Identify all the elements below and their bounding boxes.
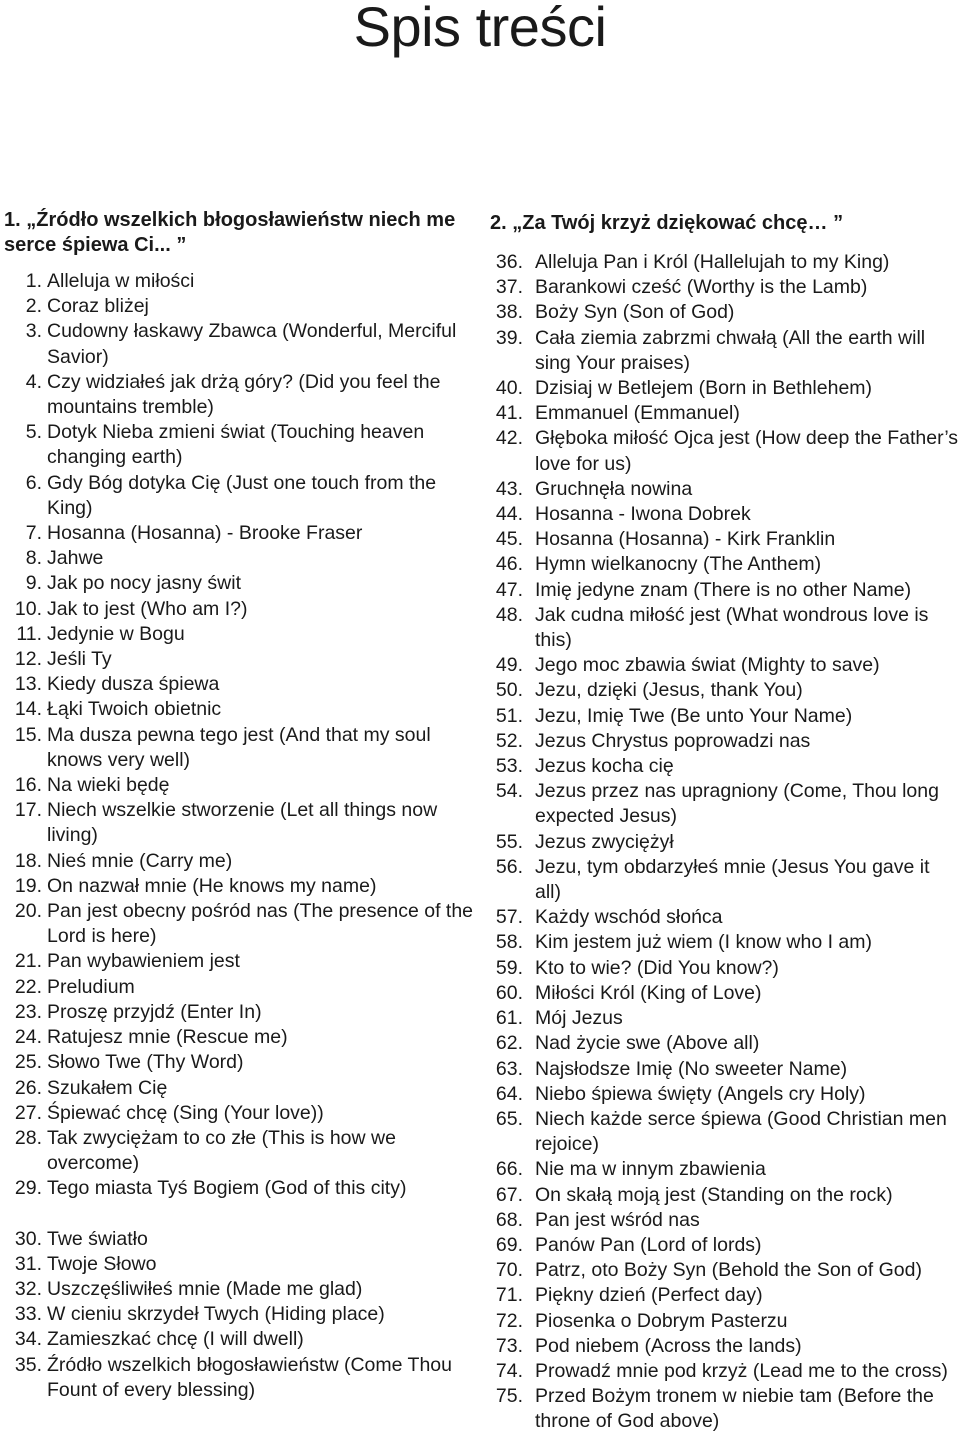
toc-entry-title: Kto to wie? (Did You know?) (535, 956, 779, 979)
toc-entry (4, 1302, 474, 1327)
toc-entry-number: 44. (495, 503, 523, 526)
toc-entry-number: 9. (25, 572, 42, 595)
toc-entry (490, 376, 960, 401)
section-heading-1: 1. „Źródło wszelkich błogosławieństw niech me serce śpiewa Ci... ” (4, 209, 456, 256)
right-column (490, 208, 960, 1435)
toc-entry-title: Jak cudna miłość jest (What wondrous love is this) (535, 603, 929, 652)
toc-entry (490, 1208, 960, 1233)
toc-entry-title: Hymn wielkanocny (The Anthem) (535, 553, 822, 576)
toc-entry-number: 16. (14, 774, 42, 797)
toc-entry-number: 20. (14, 900, 42, 923)
toc-entry (490, 1258, 960, 1283)
toc-entry-title: Nad życie swe (Above all) (535, 1032, 760, 1055)
toc-entry (490, 1359, 960, 1384)
toc-entry (490, 754, 960, 779)
toc-entry-number: 32. (14, 1277, 42, 1300)
toc-entry (4, 874, 474, 899)
toc-entry-number: 40. (495, 377, 523, 400)
toc-entry-title: Ratujesz mnie (Rescue me) (47, 1026, 288, 1049)
toc-entry-number: 43. (495, 477, 523, 500)
toc-entry-number: 19. (14, 874, 42, 897)
toc-entry (490, 1233, 960, 1258)
toc-entry (4, 622, 474, 647)
toc-entry-title: Mój Jezus (535, 1007, 623, 1030)
toc-entry-title: Panów Pan (Lord of lords) (535, 1233, 762, 1256)
toc-entry-title: Jego moc zbawia świat (Mighty to save) (535, 654, 880, 677)
toc-entry (4, 471, 474, 521)
toc-entry-number: 71. (495, 1284, 523, 1307)
toc-entry-number: 8. (25, 547, 42, 570)
toc-entry-title: Cudowny łaskawy Zbawca (Wonderful, Merciful Savior) (47, 320, 457, 368)
toc-entry-title: Niech każde serce śpiewa (Good Christian men rejoice) (535, 1107, 947, 1156)
toc-entry-number: 51. (495, 704, 523, 727)
toc-entry (4, 849, 474, 874)
toc-entry (4, 294, 474, 319)
toc-entry (490, 552, 960, 577)
toc-entry-number: 55. (495, 830, 523, 853)
toc-entry-title: Twe światło (47, 1227, 148, 1250)
toc-entry (490, 1283, 960, 1308)
toc-entry-title: Jeśli Ty (47, 648, 112, 671)
toc-entry-number: 10. (14, 597, 42, 620)
toc-entry-title: Coraz bliżej (47, 295, 149, 318)
toc-entry (4, 1000, 474, 1025)
toc-entry-title: Barankowi cześć (Worthy is the Lamb) (535, 276, 868, 299)
toc-entry-number: 64. (495, 1082, 523, 1105)
toc-entry (4, 420, 474, 470)
toc-entry-title: Piękny dzień (Perfect day) (535, 1284, 763, 1307)
toc-entry-number: 42. (495, 427, 523, 450)
toc-entry (4, 1227, 474, 1252)
toc-entry-number: 31. (14, 1252, 42, 1275)
toc-entry (4, 1252, 474, 1277)
toc-entry-number: 59. (495, 956, 523, 979)
toc-entry-number: 28. (14, 1126, 42, 1149)
toc-entry-number: 22. (14, 975, 42, 998)
toc-entry-number: 14. (14, 698, 42, 721)
toc-entry (4, 773, 474, 798)
toc-entry-number: 7. (25, 522, 42, 545)
toc-entry-title: Śpiewać chcę (Sing (Your love)) (47, 1101, 324, 1124)
toc-entry (4, 1126, 474, 1176)
toc-entry (4, 269, 474, 294)
toc-entry-title: Prowadź mnie pod krzyż (Lead me to the cross) (535, 1359, 948, 1382)
toc-list-section-1 (4, 269, 474, 1202)
toc-entry-number: 67. (495, 1183, 523, 1206)
toc-entry (4, 1353, 474, 1403)
toc-entry-number: 57. (495, 906, 523, 929)
toc-entry-title: Przed Bożym tronem w niebie tam (Before the throne of God above) (535, 1385, 934, 1433)
toc-entry-number: 4. (25, 370, 42, 393)
toc-entry-number: 38. (495, 301, 523, 324)
toc-entry-title: Jezu, tym obdarzyłeś mnie (Jesus You gave it all) (535, 855, 930, 904)
toc-entry (4, 949, 474, 974)
toc-entry-number: 56. (495, 855, 523, 878)
toc-entry (490, 830, 960, 855)
toc-entry-number: 1. (25, 270, 42, 292)
toc-entry-title: Jedynie w Bogu (47, 622, 185, 645)
toc-entry (4, 697, 474, 722)
toc-entry (490, 1107, 960, 1157)
toc-entry-number: 69. (495, 1233, 523, 1256)
toc-entry (4, 1101, 474, 1126)
toc-entry-number: 58. (495, 931, 523, 954)
toc-entry-number: 73. (495, 1334, 523, 1357)
toc-entry-title: Zamieszkać chcę (I will dwell) (47, 1328, 304, 1351)
toc-entry-title: Niech wszelkie stworzenie (Let all things now living) (47, 799, 438, 847)
toc-entry-title: Słowo Twe (Thy Word) (47, 1051, 244, 1074)
toc-entry (490, 956, 960, 981)
toc-entry (490, 502, 960, 527)
toc-entry-title: Pan jest obecny pośród nas (The presence of the Lord is here) (47, 900, 474, 948)
toc-entry-title: Emmanuel (Emmanuel) (535, 402, 740, 425)
toc-entry-number: 53. (495, 755, 523, 778)
toc-entry-number: 41. (495, 402, 523, 425)
toc-entry (490, 477, 960, 502)
toc-entry-title: Gdy Bóg dotyka Cię (Just one touch from the King) (47, 471, 437, 519)
toc-entry (4, 571, 474, 596)
toc-entry (490, 250, 960, 275)
toc-entry-number: 72. (495, 1309, 523, 1332)
toc-entry-title: Najsłodsze Imię (No sweeter Name) (535, 1057, 848, 1080)
toc-entry-number: 15. (14, 723, 42, 746)
toc-entry-title: Dotyk Nieba zmieni świat (Touching heaven changing earth) (47, 421, 425, 469)
toc-entry-number: 49. (495, 654, 523, 677)
toc-entry (490, 1183, 960, 1208)
toc-entry (4, 723, 474, 773)
toc-entry-title: Hosanna (Hosanna) - Brooke Fraser (47, 522, 363, 545)
toc-entry-title: Piosenka o Dobrym Pasterzu (535, 1309, 788, 1332)
toc-entry-number: 54. (495, 780, 523, 803)
toc-entry-title: Na wieki będę (47, 774, 170, 797)
toc-entry (490, 401, 960, 426)
toc-entry-number: 12. (14, 648, 42, 671)
toc-entry (490, 678, 960, 703)
toc-entry-title: On nazwał mnie (He knows my name) (47, 874, 377, 897)
toc-entry (490, 779, 960, 829)
toc-entry (490, 275, 960, 300)
toc-entry-number: 45. (495, 528, 523, 551)
toc-entry-number: 39. (495, 326, 523, 349)
toc-entry-number: 47. (495, 578, 523, 601)
toc-entry-number: 37. (495, 276, 523, 299)
toc-entry (4, 899, 474, 949)
toc-entry (4, 1076, 474, 1101)
page-title: Spis treści (353, 0, 607, 58)
toc-entry-title: Alleluja w miłości (47, 270, 195, 292)
toc-entry-number: 33. (14, 1303, 42, 1326)
toc-entry-number: 62. (495, 1032, 523, 1055)
toc-entry-number: 52. (495, 729, 523, 752)
toc-entry-number: 65. (495, 1107, 523, 1130)
toc-entry-number: 75. (495, 1385, 523, 1408)
toc-entry-number: 70. (495, 1259, 523, 1282)
toc-entry-title: Ma dusza pewna tego jest (And that my soul knows very well) (47, 723, 431, 771)
toc-entry (490, 300, 960, 325)
toc-entry (4, 1277, 474, 1302)
toc-entry-title: Miłości Król (King of Love) (535, 981, 762, 1004)
toc-entry (490, 1057, 960, 1082)
toc-entry-title: Jezu, dzięki (Jesus, thank You) (535, 679, 803, 702)
toc-entry (490, 981, 960, 1006)
toc-entry-title: Hosanna (Hosanna) - Kirk Franklin (535, 528, 836, 551)
toc-entry (4, 1025, 474, 1050)
toc-entry (490, 1031, 960, 1056)
toc-entry-number: 5. (25, 421, 42, 444)
section-heading-2: 2. „Za Twój krzyż dziękować chcę… ” (490, 212, 844, 234)
toc-entry (4, 798, 474, 848)
toc-entry-title: Twoje Słowo (47, 1252, 157, 1275)
toc-entry-number: 13. (14, 673, 42, 696)
toc-entry-title: Patrz, oto Boży Syn (Behold the Son of God) (535, 1259, 922, 1282)
toc-entry-number: 34. (14, 1328, 42, 1351)
toc-list-section-1-continued (4, 1227, 474, 1403)
toc-entry-number: 74. (495, 1359, 523, 1382)
toc-entry-title: Gruchnęła nowina (535, 477, 693, 500)
toc-entry-title: Boży Syn (Son of God) (535, 301, 735, 324)
toc-entry-title: Pan jest wśród nas (535, 1208, 700, 1231)
toc-entry-number: 18. (14, 849, 42, 872)
toc-entry-number: 48. (495, 603, 523, 626)
toc-entry (490, 729, 960, 754)
toc-entry-title: Jezus zwyciężył (535, 830, 674, 853)
toc-list-section-2 (490, 250, 960, 1435)
toc-entry-title: Preludium (47, 975, 135, 998)
left-column (4, 208, 474, 1403)
toc-entry (490, 855, 960, 905)
toc-entry-title: Tego miasta Tyś Bogiem (God of this city) (47, 1177, 407, 1200)
toc-entry (490, 1082, 960, 1107)
toc-entry-number: 21. (14, 950, 42, 973)
toc-entry (4, 672, 474, 697)
toc-entry (490, 578, 960, 603)
list-gap (4, 1202, 474, 1227)
toc-entry-number: 17. (14, 799, 42, 822)
toc-entry-title: Kiedy dusza śpiewa (47, 673, 220, 696)
toc-entry-title: Czy widziałeś jak drżą góry? (Did you feel the mountains tremble) (47, 370, 441, 419)
toc-entry-title: Jak po nocy jasny świt (47, 572, 242, 595)
toc-entry (490, 1006, 960, 1031)
toc-entry-number: 29. (14, 1177, 42, 1200)
toc-entry-number: 30. (14, 1227, 42, 1250)
toc-entry (4, 370, 474, 420)
toc-entry-title: Dzisiaj w Betlejem (Born in Bethlehem) (535, 377, 873, 400)
toc-entry (4, 597, 474, 622)
toc-entry-title: Pan wybawieniem jest (47, 950, 240, 973)
toc-entry-number: 66. (495, 1158, 523, 1181)
toc-entry (4, 1327, 474, 1352)
toc-entry-number: 24. (14, 1026, 42, 1049)
toc-entry (4, 1176, 474, 1201)
toc-entry (4, 1050, 474, 1075)
toc-entry-title: Każdy wschód słońca (535, 906, 723, 929)
toc-entry (4, 647, 474, 672)
toc-entry-number: 46. (495, 553, 523, 576)
toc-entry (490, 426, 960, 476)
toc-entry (490, 1384, 960, 1434)
toc-entry-title: Hosanna - Iwona Dobrek (535, 503, 751, 526)
toc-entry-number: 23. (14, 1000, 42, 1023)
toc-entry-title: Głęboka miłość Ojca jest (How deep the Father’s love for us) (535, 427, 959, 475)
toc-entry (4, 521, 474, 546)
toc-entry-number: 6. (25, 471, 42, 494)
toc-entry-title: Niebo śpiewa święty (Angels cry Holy) (535, 1082, 866, 1105)
toc-entry-title: W cieniu skrzydeł Twych (Hiding place) (47, 1303, 385, 1326)
toc-entry-title: Cała ziemia zabrzmi chwałą (All the earth will sing Your praises) (535, 326, 926, 374)
toc-entry-title: Jezus przez nas upragniony (Come, Thou long expected Jesus) (535, 780, 939, 828)
toc-entry (490, 603, 960, 653)
toc-entry (490, 1334, 960, 1359)
toc-entry-title: Źródło wszelkich błogosławieństw (Come Thou Fount of every blessing) (47, 1353, 452, 1401)
toc-entry (4, 319, 474, 369)
toc-entry-title: Łąki Twoich obietnic (47, 698, 222, 721)
toc-entry-title: Jezus Chrystus poprowadzi nas (535, 729, 811, 752)
toc-entry-title: Kim jestem już wiem (I know who I am) (535, 931, 872, 954)
toc-entry-title: Jahwe (47, 547, 104, 570)
toc-entry (490, 1157, 960, 1182)
toc-entry (490, 326, 960, 376)
toc-entry-number: 25. (14, 1051, 42, 1074)
toc-entry-title: Nie ma w innym zbawienia (535, 1158, 766, 1181)
toc-entry-title: On skałą moją jest (Standing on the rock) (535, 1183, 893, 1206)
toc-entry-title: Jezu, Imię Twe (Be unto Your Name) (535, 704, 853, 727)
toc-entry (490, 1309, 960, 1334)
toc-entry (490, 653, 960, 678)
toc-entry (4, 975, 474, 1000)
toc-entry-title: Alleluja Pan i Król (Hallelujah to my King) (535, 251, 890, 273)
toc-entry-title: Szukałem Cię (47, 1076, 168, 1099)
toc-entry-number: 27. (14, 1101, 42, 1124)
toc-entry-title: Tak zwyciężam to co złe (This is how we overcome) (47, 1126, 396, 1175)
toc-entry-title: Proszę przyjdź (Enter In) (47, 1000, 262, 1023)
toc-entry-title: Pod niebem (Across the lands) (535, 1334, 802, 1357)
toc-entry-number: 26. (14, 1076, 42, 1099)
toc-entry-number: 61. (495, 1007, 523, 1030)
toc-entry (490, 704, 960, 729)
toc-entry-number: 68. (495, 1208, 523, 1231)
toc-entry-number: 60. (495, 981, 523, 1004)
toc-entry (490, 905, 960, 930)
toc-entry-title: Nieś mnie (Carry me) (47, 849, 233, 872)
toc-entry (490, 930, 960, 955)
toc-entry (4, 546, 474, 571)
toc-entry-title: Uszczęśliwiłeś mnie (Made me glad) (47, 1277, 363, 1300)
toc-entry-number: 36. (495, 251, 523, 273)
toc-entry-title: Jak to jest (Who am I?) (47, 597, 248, 620)
toc-entry-number: 35. (14, 1353, 42, 1376)
toc-entry-title: Jezus kocha cię (535, 755, 674, 778)
toc-entry-number: 63. (495, 1057, 523, 1080)
toc-entry-number: 50. (495, 679, 523, 702)
toc-entry-title: Imię jedyne znam (There is no other Name) (535, 578, 912, 601)
toc-entry-number: 3. (25, 320, 42, 343)
toc-entry-number: 11. (16, 622, 42, 645)
toc-entry (490, 527, 960, 552)
toc-entry-number: 2. (25, 295, 42, 318)
